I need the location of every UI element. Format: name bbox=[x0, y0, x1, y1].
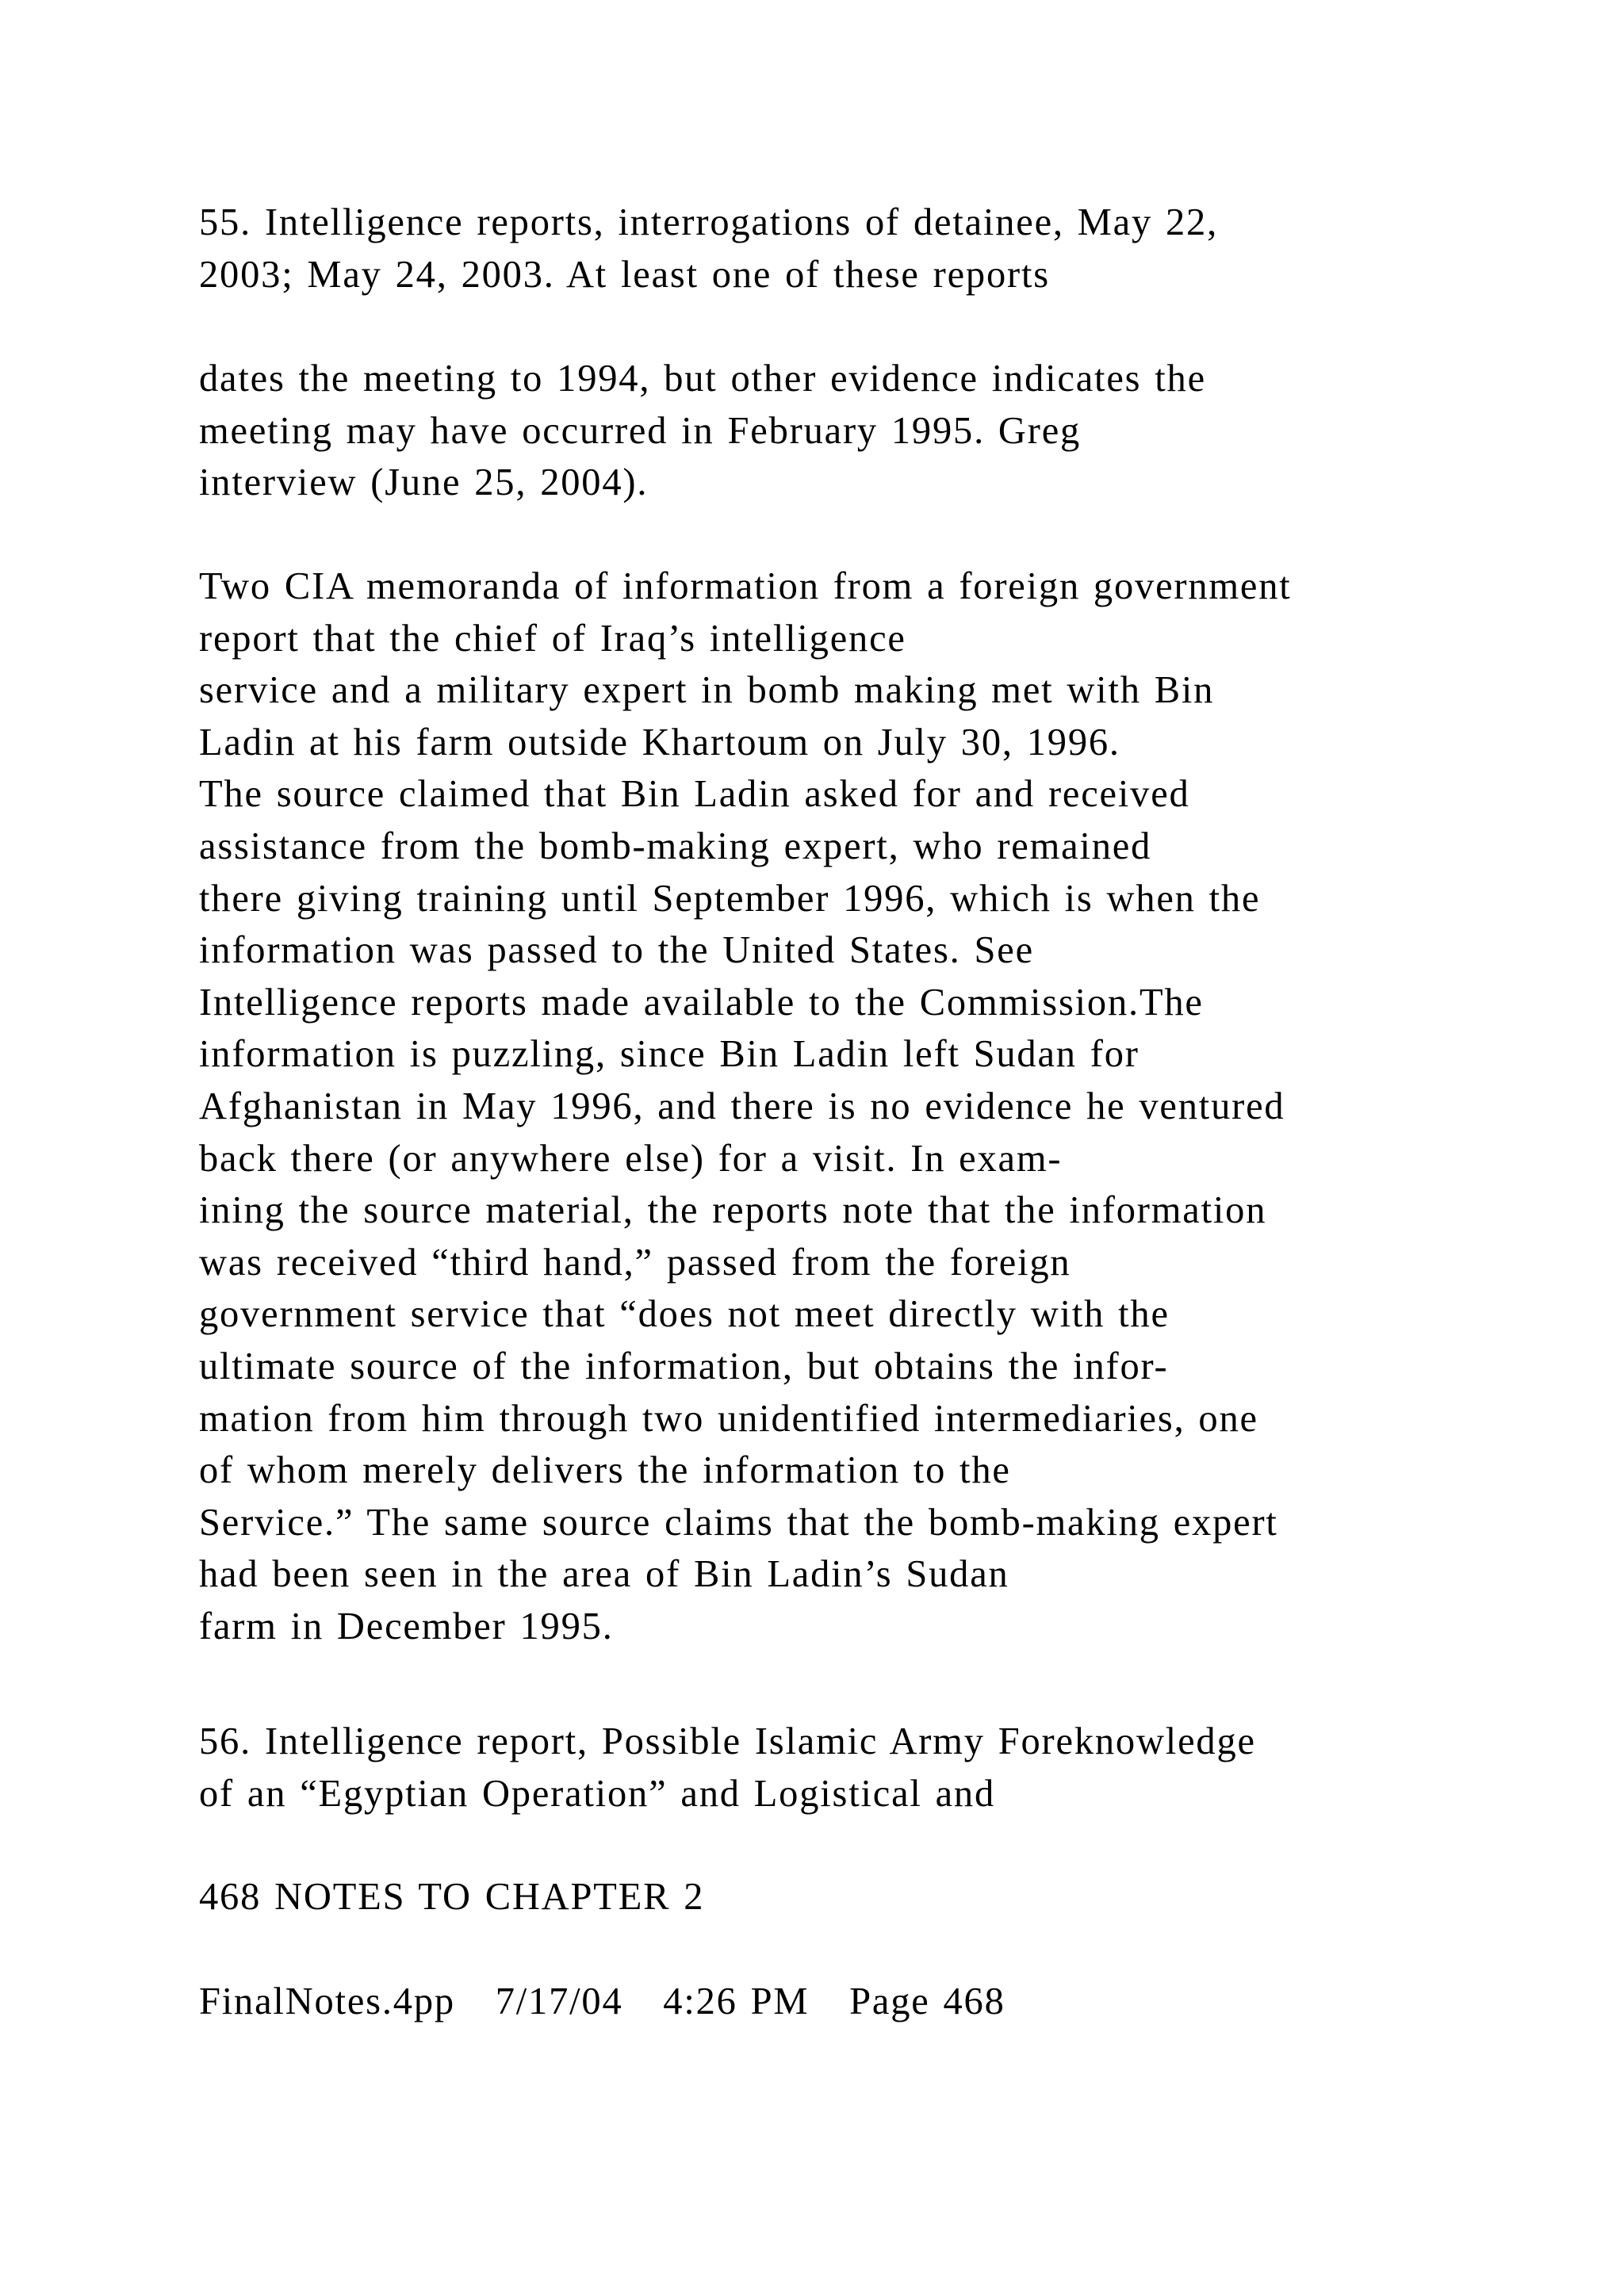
text-line: of an “Egyptian Operation” and Logistical and bbox=[199, 1772, 996, 1815]
text-line: assistance from the bomb-making expert, who remained bbox=[199, 825, 1152, 867]
text-line: had been seen in the area of Bin Ladin’s Sudan bbox=[199, 1553, 1009, 1596]
text-line: ining the source material, the reports note that the information bbox=[199, 1189, 1267, 1232]
text-line: dates the meeting to 1994, but other evidence indicates the bbox=[199, 358, 1206, 400]
text-line: service and a military expert in bomb making met with Bin bbox=[199, 669, 1215, 712]
text-line: 2003; May 24, 2003. At least one of these reports bbox=[199, 253, 1050, 296]
note-55-continuation-paragraph bbox=[199, 353, 1206, 509]
text-line: of whom merely delivers the information to the bbox=[199, 1449, 1011, 1492]
text-line: meeting may have occurred in February 1995. Greg bbox=[199, 409, 1082, 452]
text-line: farm in December 1995. bbox=[199, 1605, 614, 1647]
text-line: interview (June 25, 2004). bbox=[199, 461, 649, 504]
cia-memoranda-paragraph bbox=[199, 561, 1292, 1652]
text-line: back there (or anywhere else) for a visit. In exam- bbox=[199, 1137, 1063, 1180]
text-line: government service that “does not meet directly with the bbox=[199, 1293, 1170, 1336]
text-line: The source claimed that Bin Ladin asked for and received bbox=[199, 773, 1190, 816]
text-line: 55. Intelligence reports, interrogations of detainee, May 22, bbox=[199, 201, 1218, 243]
running-footer bbox=[199, 1871, 704, 1923]
text-line: Two CIA memoranda of information from a foreign government bbox=[199, 565, 1292, 607]
text-line: Afghanistan in May 1996, and there is no evidence he ventured bbox=[199, 1085, 1285, 1127]
slug-line-text: FinalNotes.4pp 7/17/04 4:26 PM Page 468 bbox=[199, 1980, 1005, 2022]
text-line: was received “third hand,” passed from the foreign bbox=[199, 1241, 1071, 1284]
slug-line bbox=[199, 1976, 1005, 2028]
text-line: report that the chief of Iraq’s intelligence bbox=[199, 617, 906, 660]
text-line: Ladin at his farm outside Khartoum on July 30, 1996. bbox=[199, 721, 1120, 763]
text-line: Intelligence reports made available to the Commission.The bbox=[199, 981, 1204, 1024]
text-line: ultimate source of the information, but obtains the infor- bbox=[199, 1345, 1169, 1387]
text-line: there giving training until September 1996, which is when the bbox=[199, 877, 1261, 920]
note-56-paragraph bbox=[199, 1716, 1256, 1820]
text-line: 56. Intelligence report, Possible Islamic Army Foreknowledge bbox=[199, 1720, 1256, 1762]
note-55-paragraph bbox=[199, 197, 1218, 300]
text-line: mation from him through two unidentified intermediaries, one bbox=[199, 1397, 1258, 1440]
text-line: information was passed to the United States. See bbox=[199, 929, 1034, 972]
running-footer-text: 468 NOTES TO CHAPTER 2 bbox=[199, 1876, 705, 1918]
text-line: Service.” The same source claims that the bomb-making expert bbox=[199, 1501, 1278, 1544]
text-line: information is puzzling, since Bin Ladin left Sudan for bbox=[199, 1033, 1139, 1076]
